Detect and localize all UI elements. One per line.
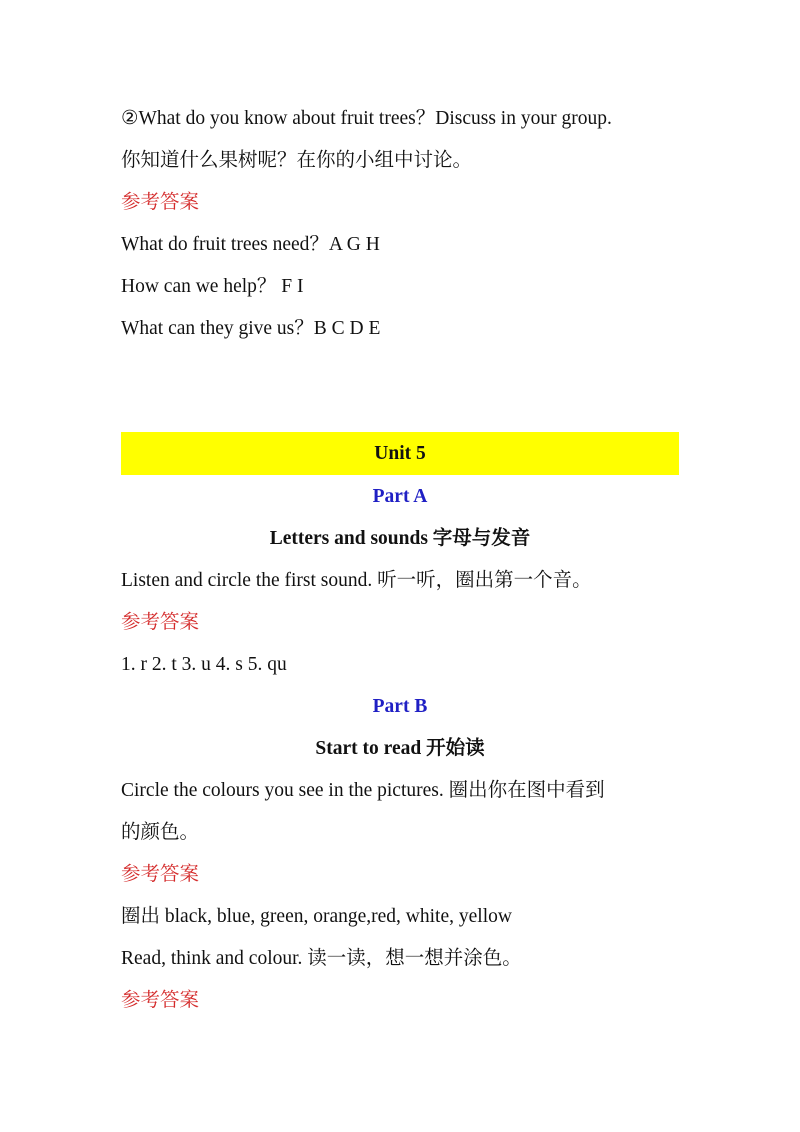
part-a-title: Part A xyxy=(372,486,428,507)
unit-header-bar xyxy=(121,432,679,475)
part-b-instruction-line2: 的颜色。 xyxy=(121,822,200,843)
answer-label: 参考答案 xyxy=(121,612,200,633)
answer-line: What can they give us？B C D E xyxy=(121,318,381,339)
part-a-instruction: Listen and circle the first sound. 听一听，圈出第一个音。 xyxy=(121,570,592,591)
part-b-answer: 圈出 black, blue, green, orange,red, white, yellow xyxy=(121,906,512,927)
discussion-question-en: ②What do you know about fruit trees？Discuss in your group. xyxy=(121,108,612,129)
unit-title: Unit 5 xyxy=(374,442,426,464)
answer-label: 参考答案 xyxy=(121,864,200,885)
part-b-title: Part B xyxy=(372,696,428,717)
answer-label: 参考答案 xyxy=(121,192,200,213)
part-b-section-title: Start to read 开始读 xyxy=(315,738,485,759)
discussion-question-cn: 你知道什么果树呢？在你的小组中讨论。 xyxy=(121,150,473,171)
part-a-section-title: Letters and sounds 字母与发音 xyxy=(269,528,531,549)
part-b-instruction-line1: Circle the colours you see in the pictures. 圈出你在图中看到 xyxy=(121,780,605,801)
answer-line: What do fruit trees need？A G H xyxy=(121,234,380,255)
part-a-answer: 1. r 2. t 3. u 4. s 5. qu xyxy=(121,654,287,675)
answer-line: How can we help？ F I xyxy=(121,276,304,297)
answer-label: 参考答案 xyxy=(121,990,200,1011)
part-b-instruction2: Read, think and colour. 读一读，想一想并涂色。 xyxy=(121,948,522,969)
